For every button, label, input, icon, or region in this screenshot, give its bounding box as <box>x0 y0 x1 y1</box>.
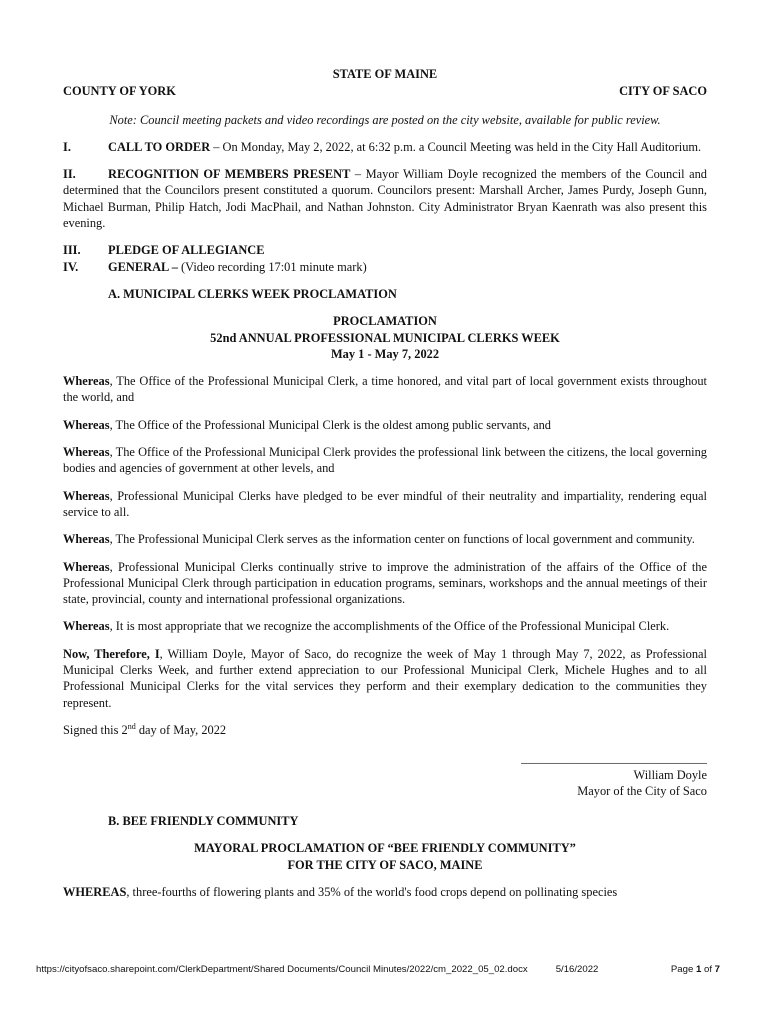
section-text: – On Monday, May 2, 2022, at 6:32 p.m. a Council Meeting was held in the City Hall Auditorium. <box>210 139 702 154</box>
page-footer <box>36 964 720 975</box>
signature-line: ______________________________ <box>521 751 707 766</box>
county-city-row <box>63 83 707 99</box>
whereas-text: , The Professional Municipal Clerk serves as the information center on functions of local government and community. <box>109 532 695 547</box>
item-b-title: B. BEE FRIENDLY COMMUNITY <box>108 814 299 829</box>
whereas-text: , The Office of the Professional Municipal Clerk is the oldest among public servants, and <box>109 417 551 432</box>
section-title: CALL TO ORDER <box>108 139 211 154</box>
page-label: Page <box>670 964 696 975</box>
proclamation-line: May 1 - May 7, 2022 <box>330 346 440 361</box>
whereas-lead: Whereas <box>63 417 110 432</box>
proclamation-line: PROCLAMATION <box>333 314 437 329</box>
document-path: https://cityofsaco.sharepoint.com/ClerkDepartment/Shared Documents/Council Minutes/2022/cm_2022_05_02.docx <box>36 964 528 975</box>
section-pledge-general <box>63 242 707 275</box>
proclamation-line: 52nd ANNUAL PROFESSIONAL MUNICIPAL CLERKS WEEK <box>210 330 560 345</box>
whereas-paragraph <box>63 417 707 433</box>
whereas-paragraph <box>63 444 707 477</box>
proclamation-line: MAYORAL PROCLAMATION OF “BEE FRIENDLY COMMUNITY” <box>194 841 576 856</box>
whereas-paragraph <box>63 559 707 608</box>
whereas-paragraph <box>63 618 707 634</box>
whereas-text: , three-fourths of flowering plants and 35% of the world's food crops depend on pollinating species <box>126 884 618 899</box>
signer-title: Mayor of the City of Saco <box>577 783 707 798</box>
section-call-to-order <box>63 139 707 155</box>
section-number: I. <box>63 139 71 154</box>
whereas-text: , Professional Municipal Clerks have pledged to be ever mindful of their neutrality and impartiality, rendering equal service to all. <box>63 488 707 519</box>
whereas-lead: Whereas <box>63 559 110 574</box>
section-text: – Mayor William Doyle recognized the members of the Council and determined that the Councilors present constituted a quorum. Councilors present: Marshall Archer, James Purdy, Joseph Gunn, Michael Burman, Philip Hatch, Jodi MacPhail, and Nathan Johnston. City Administrator Bryan Kaenrath was also present this evening. <box>63 167 707 231</box>
ordinal-suffix: nd <box>127 721 136 731</box>
whereas-lead: WHEREAS <box>63 884 127 899</box>
page-indicator <box>671 964 720 975</box>
city-heading: CITY OF SACO <box>619 84 707 99</box>
therefore-lead: Now, Therefore, I <box>63 646 160 661</box>
proclamation-line: FOR THE CITY OF SACO, MAINE <box>287 857 483 872</box>
section-title: RECOGNITION OF MEMBERS PRESENT <box>108 167 351 182</box>
public-review-note: Note: Council meeting packets and video recordings are posted on the city website, available for public review. <box>109 112 661 127</box>
section-number: III. <box>63 243 81 258</box>
section-pledge <box>63 242 707 258</box>
whereas-lead: Whereas <box>63 445 110 460</box>
whereas-text: , Professional Municipal Clerks continually strive to improve the administration of the affairs of the Office of the Professional Municipal Clerk through participation in education programs, seminars, workshops and the annual meetings of their state, provincial, county and international professional organizations. <box>63 559 707 607</box>
signed-date <box>63 722 707 738</box>
section-title: PLEDGE OF ALLEGIANCE <box>108 243 265 258</box>
whereas-lead: Whereas <box>63 488 110 503</box>
section-title: GENERAL – <box>108 259 178 274</box>
whereas-text: , The Office of the Professional Municipal Clerk, a time honored, and vital part of local government exists throughout the world, and <box>63 374 707 405</box>
state-heading: STATE OF MAINE <box>332 67 438 81</box>
whereas-lead: Whereas <box>63 532 110 547</box>
whereas-paragraph <box>63 488 707 521</box>
bee-whereas-paragraph <box>63 884 707 900</box>
whereas-paragraph <box>63 531 707 547</box>
whereas-text: , It is most appropriate that we recognize the accomplishments of the Office of the Professional Municipal Clerk. <box>109 619 670 634</box>
section-number: II. <box>63 167 76 182</box>
county-heading: COUNTY OF YORK <box>63 84 176 99</box>
section-general <box>63 259 707 275</box>
document-page <box>63 66 707 900</box>
print-date: 5/16/2022 <box>555 964 599 975</box>
therefore-paragraph <box>63 646 707 711</box>
signer-name: William Doyle <box>633 767 707 782</box>
signed-text: day of May, 2022 <box>135 722 227 737</box>
item-a-title: A. MUNICIPAL CLERKS WEEK PROCLAMATION <box>108 286 397 301</box>
whereas-paragraph <box>63 373 707 406</box>
proclamation-heading <box>63 313 707 362</box>
page-number: 1 <box>695 964 702 975</box>
page-of-label: of <box>701 964 715 975</box>
therefore-text: , William Doyle, Mayor of Saco, do recognize the week of May 1 through May 7, 2022, as Professional Municipal Clerks Week, and further extend appreciation to our Professional Municipal Clerk, Michele Hughes and to all Professional Municipal Clerks for the vital services they perform and their exemplary dedication to the communities they represent. <box>63 646 707 710</box>
section-text: (Video recording 17:01 minute mark) <box>177 259 367 274</box>
signature-block <box>63 750 707 799</box>
page-total: 7 <box>714 964 720 975</box>
section-members-present <box>63 166 707 231</box>
section-number: IV. <box>63 259 79 274</box>
whereas-lead: Whereas <box>63 619 110 634</box>
signed-text: Signed this 2 <box>63 722 128 737</box>
bee-proclamation-heading <box>63 840 707 873</box>
whereas-lead: Whereas <box>63 374 110 389</box>
whereas-text: , The Office of the Professional Municipal Clerk provides the professional link between the citizens, the local governing bodies and agencies of government at other levels, and <box>63 445 707 476</box>
